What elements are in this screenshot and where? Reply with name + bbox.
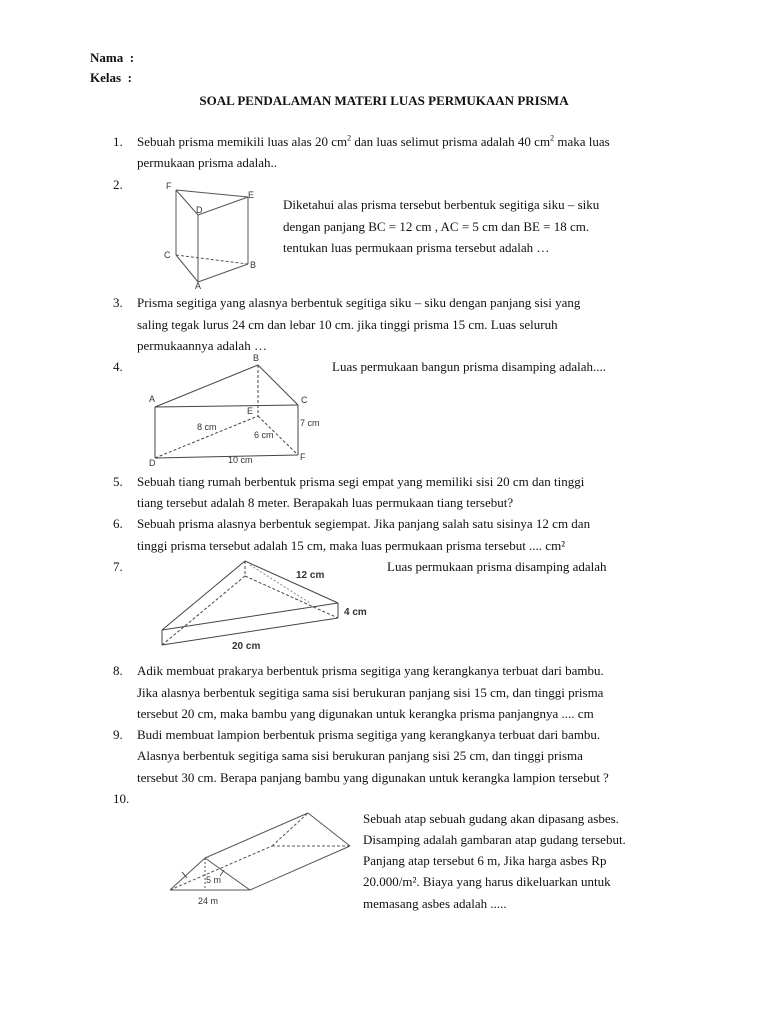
dim-7cm: 7 cm (300, 418, 320, 428)
prism-figure-4 (143, 350, 333, 468)
question-8-line-2: Jika alasnya berbentuk segitiga sama sisi berukuran panjang sisi 15 cm, dan tinggi prisma (137, 685, 604, 700)
question-6-line-2: tinggi prisma tersebut adalah 15 cm, maka luas permukaan prisma tersebut .... cm² (137, 538, 566, 553)
prism-figure-7 (150, 555, 380, 655)
label-e: E (248, 190, 255, 200)
dim-20cm: 20 cm (232, 641, 261, 652)
question-4-text: Luas permukaan bangun prisma disamping adalah.... (332, 359, 607, 374)
question-number: 5. (113, 474, 123, 489)
label-d: D (196, 205, 203, 215)
question-10-line-2: Disamping adalah gambaran atap gudang tersebut. (363, 832, 626, 847)
kelas-label: Kelas : (90, 70, 132, 85)
question-number: 2. (113, 177, 123, 192)
question-number: 1. (113, 134, 123, 149)
dim-8cm: 8 cm (197, 422, 217, 432)
question-10-line-5: memasang asbes adalah ..... (363, 896, 507, 911)
dim-12cm: 12 cm (296, 570, 325, 581)
question-number: 6. (113, 516, 123, 531)
label-f: F (300, 452, 306, 462)
label-f: F (166, 181, 172, 191)
question-10-line-4: 20.000/m². Biaya yang harus dikeluarkan untuk (363, 874, 611, 889)
nama-label: Nama : (90, 50, 135, 65)
question-8-line-1: Adik membuat prakarya berbentuk prisma segitiga yang kerangkanya terbuat dari bambu. (137, 663, 604, 678)
question-number: 8. (113, 663, 123, 678)
label-c: C (301, 395, 308, 405)
question-8-line-3: tersebut 20 cm, maka bambu yang digunakan untuk kerangka prisma panjangnya .... cm (137, 706, 594, 721)
question-2-line-2: dengan panjang BC = 12 cm , AC = 5 cm dan BE = 18 cm. (283, 219, 590, 234)
question-2-line-3: tentukan luas permukaan prisma tersebut adalah … (283, 240, 550, 255)
dim-24m: 24 m (198, 896, 219, 906)
label-d: D (149, 458, 156, 468)
page-title: SOAL PENDALAMAN MATERI LUAS PERMUKAAN PRISMA (199, 93, 569, 108)
question-9-line-2: Alasnya berbentuk segitiga sama sisi berukuran panjang sisi 25 cm, dan tinggi prisma (137, 748, 583, 763)
label-c: C (164, 250, 171, 260)
question-7-text: Luas permukaan prisma disamping adalah (387, 559, 607, 574)
question-2-line-1: Diketahui alas prisma tersebut berbentuk segitiga siku – siku (283, 197, 600, 212)
label-a: A (149, 394, 156, 404)
dim-4cm: 4 cm (344, 607, 367, 618)
question-number: 7. (113, 559, 123, 574)
label-e: E (247, 406, 254, 416)
dim-6cm: 6 cm (254, 430, 274, 440)
question-9-line-3: tersebut 30 cm. Berapa panjang bambu yang digunakan untuk kerangka lampion tersebut ? (137, 770, 609, 785)
label-a: A (195, 281, 202, 290)
question-3-line-2: saling tegak lurus 24 cm dan lebar 10 cm. jika tinggi prisma 15 cm. Luas seluruh (137, 317, 558, 332)
question-3-line-1: Prisma segitiga yang alasnya berbentuk segitiga siku – siku dengan panjang sisi yang (137, 295, 581, 310)
question-10-line-1: Sebuah atap sebuah gudang akan dipasang asbes. (363, 811, 619, 826)
question-1-line-1: Sebuah prisma memikili luas alas 20 $cm^2$ dan luas selimut prisma adalah 40 $cm^2$ maka luas (137, 133, 610, 149)
question-1-line-2: permukaan prisma adalah.. (137, 155, 278, 170)
label-b: B (253, 353, 260, 363)
question-10-line-3: Panjang atap tersebut 6 m, Jika harga asbes Rp (363, 853, 607, 868)
question-number: 9. (113, 727, 123, 742)
question-number: 10. (113, 791, 130, 806)
dim-10cm: 10 cm (228, 455, 253, 465)
label-b: B (250, 260, 257, 270)
question-number: 3. (113, 295, 123, 310)
roof-figure-10 (160, 808, 360, 913)
question-5-line-1: Sebuah tiang rumah berbentuk prisma segi empat yang memiliki sisi 20 cm dan tinggi (137, 474, 585, 489)
question-6-line-1: Sebuah prisma alasnya berbentuk segiempat. Jika panjang salah satu sisinya 12 cm dan (137, 516, 591, 531)
question-number: 4. (113, 359, 123, 374)
question-5-line-2: tiang tersebut adalah 8 meter. Berapakah luas permukaan tiang tersebut? (137, 495, 514, 510)
question-3-line-3: permukaannya adalah … (137, 338, 267, 353)
question-9-line-1: Budi membuat lampion berbentuk prisma segitiga yang kerangkanya terbuat dari bambu. (137, 727, 601, 742)
prism-figure-2 (160, 180, 270, 290)
dim-5m: 5 m (206, 875, 222, 885)
